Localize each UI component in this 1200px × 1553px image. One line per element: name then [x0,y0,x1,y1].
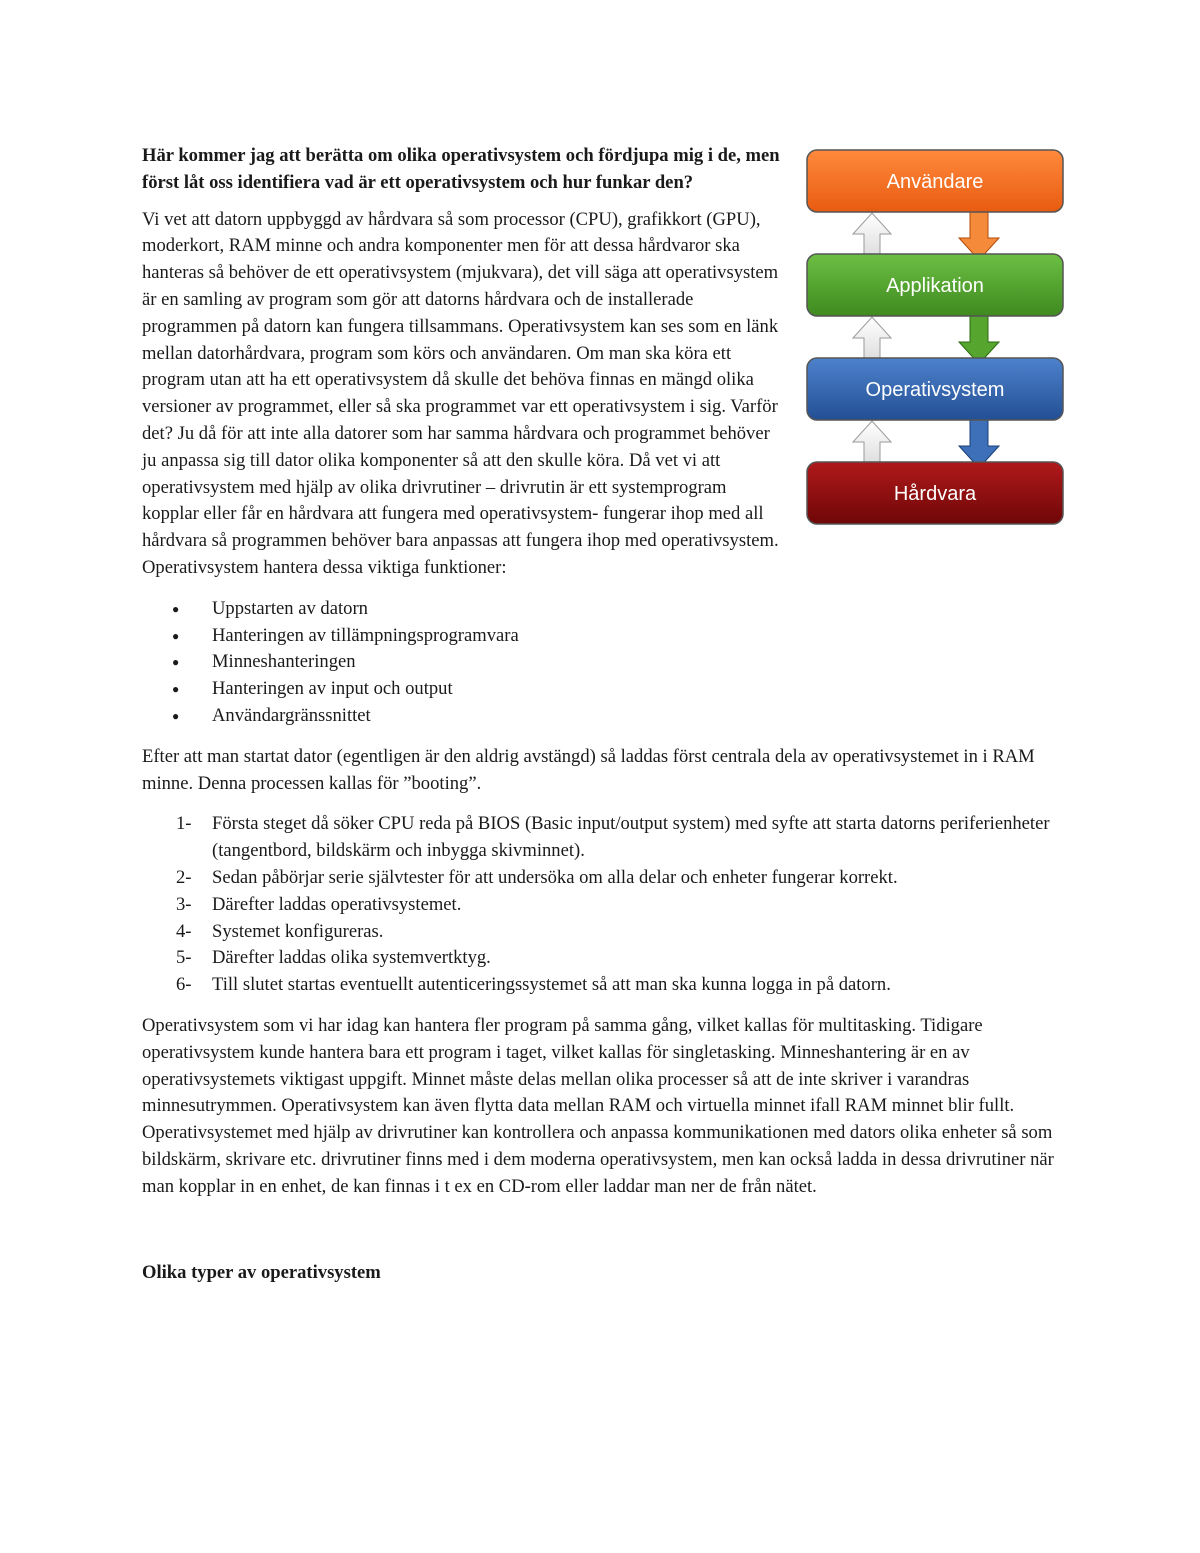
step-text: Första steget då söker CPU reda på BIOS (Basic input/output system) med syfte att starta datorns periferienheter (tangentbord, bildskärm och inbygga skivminnet). [212,813,1050,862]
intro-paragraph: Vi vet att datorn uppbyggd av hårdvara så som processor (CPU), grafikkort (GPU), moderkort, RAM minne och andra komponenter men för att dessa hårdvaror ska hanteras så behöver de ett operativsystem (mjukvara), det vill säga att operativsystem är en samling av program som gör att datorns hårdvara och de installerade programmen på datorn kan fungera tillsammans. Operativsystem kan ses som en länk mellan datorhårdvara, program som körs och användaren. Om man ska köra ett program utan att ha ett operativsystem då skulle det behöva finnas en mängd olika versioner av programmet, eller så ska programmet var ett operativsystem i sig. Varför det? Ju då för att inte alla datorer som har samma hårdvara och programmet behöver ju anpassa sig till dator olika komponenter så att den skulle köra. Då vet vi att operativsystem med hjälp av olika drivrutiner – drivrutin är ett systemprogram kopplar eller får en hårdvara att fungera med operativsystem- fungerar ihop med all hårdvara så programmen behöver bara anpassas att fungera ihop med operativsystem. Operativsystem hantera dessa viktiga funktioner: [142,208,779,578]
layer-label: Applikation [886,275,984,297]
step-text: Därefter laddas operativsystemet. [212,893,462,915]
step-number: 3- [176,893,192,915]
list-item: ● Användargränssnittet [142,703,1057,730]
list-item: ● Hanteringen av tillämpningsprogramvara [142,623,1057,650]
step-number: 4- [176,920,192,942]
list-item: ● Hanteringen av input och output [142,676,1057,703]
step-number: 2- [176,866,192,888]
layer-label: Hårdvara [893,483,977,505]
step-number: 6- [176,974,192,996]
list-item [142,945,1057,972]
step-number: 5- [176,947,192,969]
step-number: 1- [176,813,192,835]
multitask-paragraph: Operativsystem som vi har idag kan hantera fler program på samma gång, vilket kallas för multitasking. Tidigare operativsystem kunde hantera bara ett program i taget, vilket kallas för singletasking. Minneshantering är en av operativsystemets viktigast uppgift. Minnet måste delas mellan olika processer så att de inte skriver i varandras minnesutrymmen. Operativsystem kan även flytta data mellan RAM och virtuella minnet ifall RAM minnet blir fullt. Operativsystemet med hjälp av drivrutiner kan kontrollera och anpassa kommunikationen med dators olika enheter så som bildskärm, skrivare etc. drivrutiner finns med i dem moderna operativsystem, men kan också ladda in dessa drivrutiner när man kopplar in en enhet, de kan finnas i t ex en CD-rom eller laddar man ner de från nätet. [142,1014,1054,1197]
step-text: Sedan påbörjar serie självtester för att undersöka om alla delar och enheter fungerar korrekt. [212,866,898,888]
step-text: Därefter laddas olika systemvertktyg. [212,947,491,969]
arrow-down-icon [959,208,999,260]
list-item [142,811,1057,865]
layer-label: Användare [886,171,984,193]
list-item: ● Minneshanteringen [142,649,1057,676]
list-item [142,919,1057,946]
step-text: Systemet konfigureras. [212,920,384,942]
boot-steps-list [142,811,1057,999]
document-content [142,143,1057,1301]
arrow-down-icon [959,416,999,468]
step-text: Till slutet startas eventuellt autenticeringssystemet så att man ska kunna logga in på datorn. [212,974,891,996]
list-item [142,892,1057,919]
layer-label: Operativsystem [865,379,1005,401]
intro-heading: Här kommer jag att berätta om olika operativsystem och fördjupa mig i de, men först låt oss identifiera vad är ett operativsystem och hur funkar den? [142,145,780,193]
list-item [142,865,1057,892]
list-item: ● Uppstarten av datorn [142,596,1057,623]
boot-paragraph: Efter att man startat dator (egentligen är den aldrig avstängd) så laddas först centrala dela av operativsystemet in i RAM minne. Denna processen kallas för ”booting”. [142,745,1035,794]
arrow-down-icon [959,312,999,364]
functions-list [142,596,1057,730]
list-item [142,972,1057,999]
section-heading: Olika typer av operativsystem [142,1262,381,1284]
os-layer-diagram [805,148,1067,534]
